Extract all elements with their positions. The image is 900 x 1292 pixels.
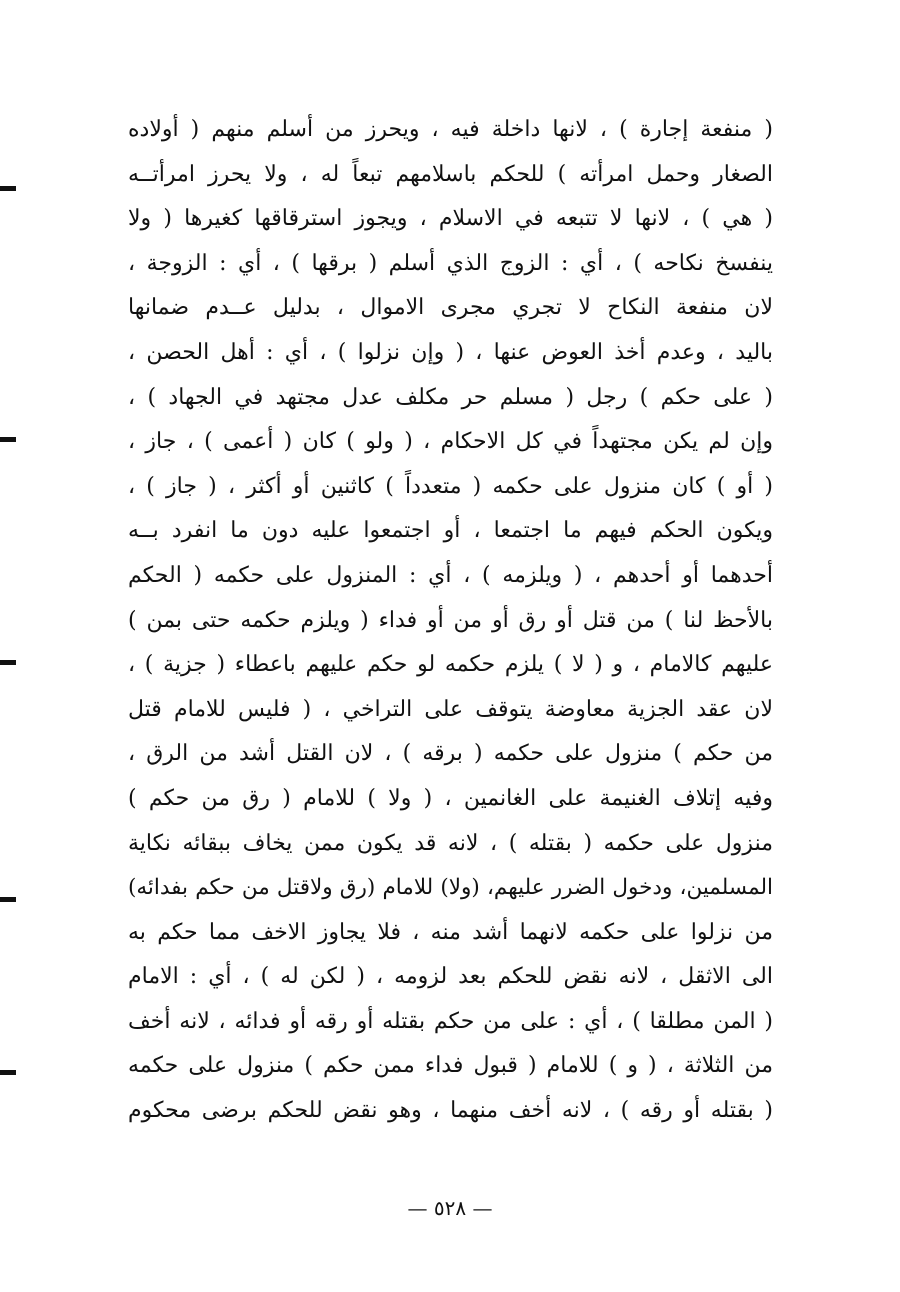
margin-mark bbox=[0, 660, 16, 665]
text-line: ( هي ) ، لانها لا تتبعه في الاسلام ، ويجوز استرقاقها كغيرها ( ولا bbox=[128, 206, 773, 232]
text-line: وفيه إتلاف الغنيمة على الغانمين ، ( ولا ) للامام ( رق من حكم ) bbox=[128, 785, 773, 811]
text-line: بالأحظ لنا ) من قتل أو رق أو من أو فداء ( ويلزم حكمه حتى بمن ) bbox=[128, 607, 773, 633]
text-line: ( على حكم ) رجل ( مسلم حر مكلف عدل مجتهد في الجهاد ) ، bbox=[128, 384, 773, 410]
page-number: — ٥٢٨ — bbox=[407, 1196, 493, 1220]
text-line: الى الاثقل ، لانه نقض للحكم بعد لزومه ، ( لكن له ) ، أي : الامام bbox=[128, 964, 773, 990]
text-line: عليهم كالامام ، و ( لا ) يلزم حكمه لو حكم عليهم باعطاء ( جزية ) ، bbox=[128, 652, 773, 678]
text-line: ( المن مطلقا ) ، أي : على من حكم بقتله أو رقه أو فدائه ، لانه أخف bbox=[128, 1008, 773, 1034]
margin-mark bbox=[0, 897, 16, 902]
text-line: منزول على حكمه ( بقتله ) ، لانه قد يكون ممن يخاف ببقائه نكاية bbox=[128, 830, 773, 856]
page-text bbox=[128, 108, 773, 1134]
margin-mark bbox=[0, 186, 16, 191]
text-line: من نزلوا على حكمه لانهما أشد منه ، فلا يجاوز الاخف مما حكم به bbox=[128, 919, 773, 945]
text-line: ويكون الحكم فيهم ما اجتمعا ، أو اجتمعوا عليه دون ما انفرد بــه bbox=[128, 518, 773, 544]
text-line: من حكم ) منزول على حكمه ( برقه ) ، لان القتل أشد من الرق ، bbox=[128, 741, 773, 767]
text-line: باليد ، وعدم أخذ العوض عنها ، ( وإن نزلوا ) ، أي : أهل الحصن ، bbox=[128, 339, 773, 365]
margin-mark bbox=[0, 437, 16, 442]
text-line: المسلمين، ودخول الضرر عليهم، (ولا) للامام (رق ولاقتل من حكم بفدائه) bbox=[128, 875, 773, 901]
text-line: ينفسخ نكاحه ) ، أي : الزوج الذي أسلم ( برقها ) ، أي : الزوجة ، bbox=[128, 250, 773, 276]
text-line: ( أو ) كان منزول على حكمه ( متعدداً ) كاثنين أو أكثر ، ( جاز ) ، bbox=[128, 473, 773, 499]
text-line: لان منفعة النكاح لا تجري مجرى الاموال ، بدليل عــدم ضمانها bbox=[128, 295, 773, 321]
text-line: الصغار وحمل امرأته ) للحكم باسلامهم تبعاً له ، ولا يحرز امرأتــه bbox=[128, 161, 773, 187]
text-line: من الثلاثة ، ( و ) للامام ( قبول فداء ممن حكم ) منزول على حكمه bbox=[128, 1053, 773, 1079]
text-line: أحدهما أو أحدهم ، ( ويلزمه ) ، أي : المنزول على حكمه ( الحكم bbox=[128, 562, 773, 588]
text-line: لان عقد الجزية معاوضة يتوقف على التراخي ، ( فليس للامام قتل bbox=[128, 696, 773, 722]
margin-mark bbox=[0, 1070, 16, 1075]
text-line: ( منفعة إجارة ) ، لانها داخلة فيه ، ويحرز من أسلم منهم ( أولاده bbox=[128, 117, 773, 142]
text-line: ( بقتله أو رقه ) ، لانه أخف منهما ، وهو نقض للحكم برضى محكوم bbox=[128, 1098, 773, 1124]
text-line: وإن لم يكن مجتهداً في كل الاحكام ، ( ولو ) كان ( أعمى ) ، جاز ، bbox=[128, 429, 773, 455]
